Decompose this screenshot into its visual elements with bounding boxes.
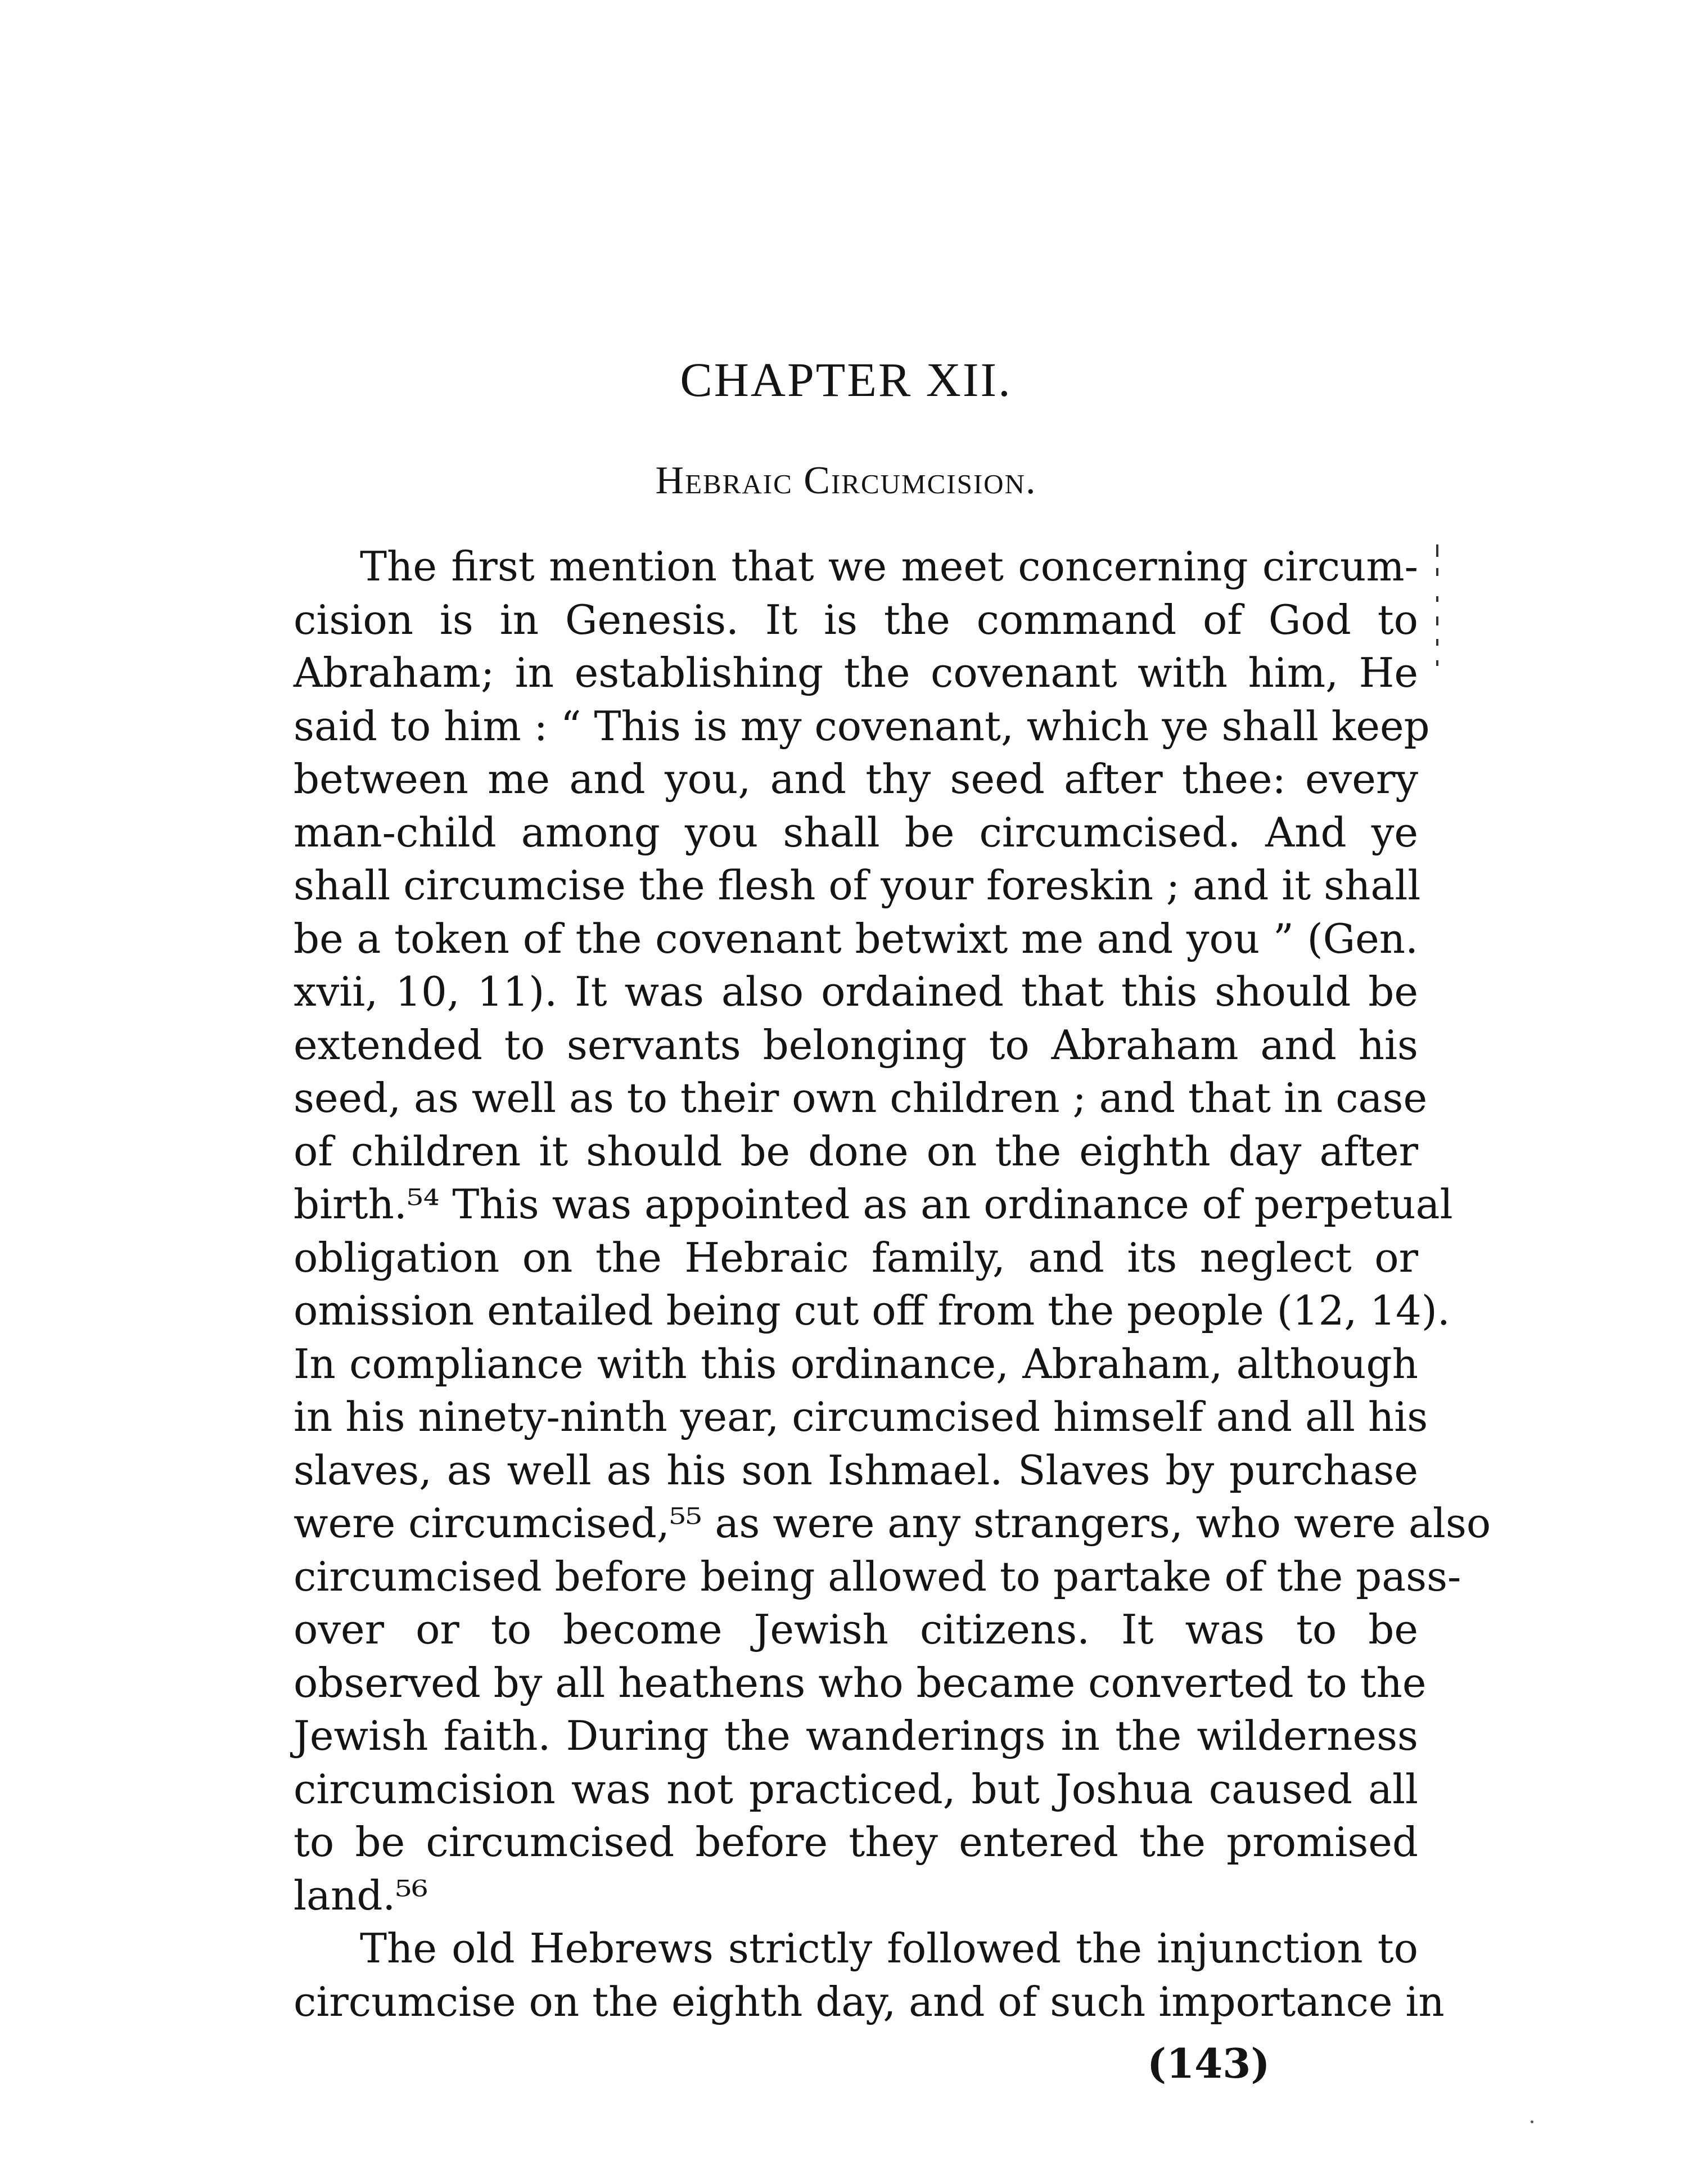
- margin-marks: [1435, 544, 1440, 679]
- text-line: over or to become Jewish citizens. It was to be: [294, 1606, 1418, 1653]
- text-line: shall circumcise the flesh of your foreskin ; and it shall: [294, 862, 1421, 909]
- text-line: man-child among you shall be circumcised. And ye: [294, 808, 1418, 856]
- text-line: to be circumcised before they entered the promised: [294, 1818, 1418, 1866]
- text-line: The first mention that we meet concerning circum-: [360, 543, 1418, 590]
- chapter-title: CHAPTER XII.: [680, 353, 1012, 407]
- chapter-subtitle: Hebraic Circumcision.: [655, 459, 1037, 502]
- text-line: land.⁵⁶: [294, 1871, 428, 1919]
- margin-mark: [1436, 660, 1438, 666]
- page-number: (143): [1147, 2039, 1270, 2087]
- text-line: circumcise on the eighth day, and of such importance in: [294, 1978, 1445, 2025]
- margin-mark: [1436, 639, 1438, 646]
- margin-mark: [1436, 616, 1438, 625]
- text-line: of children it should be done on the eighth day after: [294, 1127, 1418, 1175]
- margin-mark: [1436, 544, 1438, 557]
- text-line: circumcised before being allowed to partake of the pass-: [294, 1552, 1461, 1600]
- text-line: observed by all heathens who became converted to the: [294, 1659, 1427, 1706]
- text-line: were circumcised,⁵⁵ as were any strangers, who were also: [294, 1499, 1491, 1547]
- body-text: [294, 540, 1491, 2028]
- text-line: birth.⁵⁴ This was appointed as an ordinance of perpetual: [294, 1181, 1453, 1228]
- text-line: extended to servants belonging to Abraham and his: [294, 1021, 1418, 1069]
- text-line: omission entailed being cut off from the people (12, 14).: [294, 1287, 1450, 1334]
- text-line: be a token of the covenant betwixt me and you ” (Gen.: [294, 915, 1418, 962]
- text-line: Jewish faith. During the wanderings in the wilderness: [294, 1712, 1418, 1759]
- text-line: in his ninety-ninth year, circumcised himself and all his: [294, 1393, 1428, 1440]
- text-line: slaves, as well as his son Ishmael. Slaves by purchase: [294, 1446, 1418, 1494]
- text-line: obligation on the Hebraic family, and its neglect or: [294, 1233, 1418, 1281]
- text-line: xvii, 10, 11). It was also ordained that this should be: [294, 968, 1418, 1015]
- text-line: between me and you, and thy seed after thee: every: [294, 755, 1418, 803]
- margin-mark: [1436, 568, 1438, 576]
- text-line: said to him : “ This is my covenant, which ye shall keep: [294, 702, 1430, 750]
- scan-speck: [1531, 2120, 1533, 2123]
- text-line: cision is in Genesis. It is the command of God to: [294, 596, 1418, 643]
- text-line: seed, as well as to their own children ; and that in case: [294, 1074, 1428, 1122]
- margin-mark: [1436, 596, 1438, 602]
- text-line: In compliance with this ordinance, Abraham, although: [294, 1340, 1418, 1388]
- text-line: Abraham; in establishing the covenant with him, He: [294, 649, 1418, 696]
- text-line: The old Hebrews strictly followed the injunction to: [360, 1925, 1418, 1972]
- text-line: circumcision was not practiced, but Joshua caused all: [294, 1765, 1418, 1813]
